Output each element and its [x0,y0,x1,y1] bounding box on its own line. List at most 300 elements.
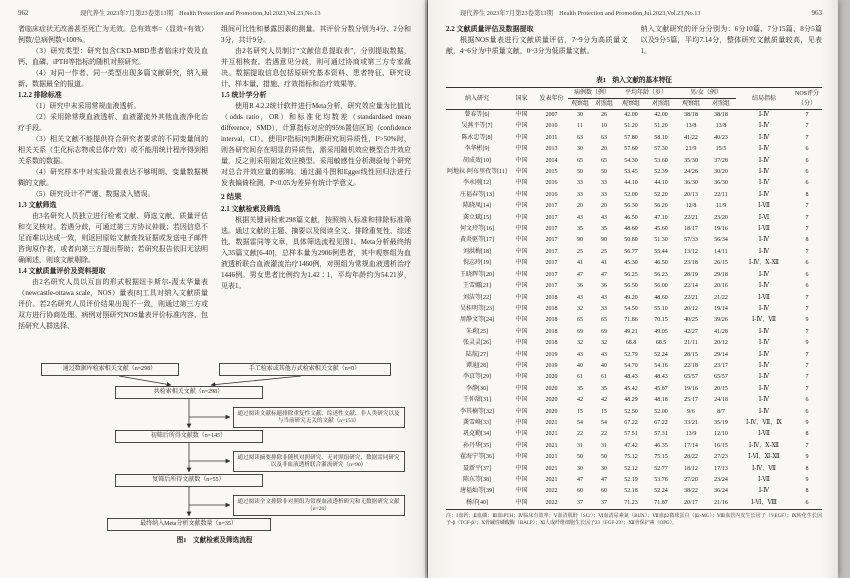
paragraph: （5）研究设计不严谨、数据录入错误。 [32,190,155,198]
table-row [446,235,822,246]
table-cell: 40/25 [684,317,698,324]
table-cell: 中国 [515,203,528,210]
table-cell: 47 [601,271,607,278]
table-cell: 胡成效[10] [463,157,491,164]
table-cell: 2022 [545,499,558,506]
table-cell: 47.42 [624,442,638,449]
table-cell: Ⅰ-Ⅳ [758,134,770,141]
table-cell: Ⅰ-Ⅳ [758,248,770,255]
table-cell: 67.22 [654,419,668,426]
table-cell: 2014 [545,157,558,164]
table-cell: 24/18 [714,397,728,404]
table-cell: 李静[30] [466,385,488,392]
table-cell: 45.30 [624,260,638,267]
table-cell: 31 [601,442,607,449]
table-cell: 中国 [515,271,528,278]
table-row [446,486,822,497]
figure-caption: 图1 文献检索及筛选流程 [176,537,253,544]
table-cell: 2019 [545,362,558,369]
table-cell: 中国 [515,442,528,449]
paragraph: （4）对同一作者、同一类型出现多篇文献研究，纳入最新、数据最全的报道。 [18,69,208,88]
table-cell: 55.10 [654,305,668,312]
table-row [446,418,822,429]
table-cell: 32 [577,305,583,312]
table-cell: 33 [601,191,607,198]
table-cell: 32 [601,340,607,347]
table-cell: 6 [805,271,809,278]
table-cell: Ⅰ-Ⅳ [758,340,770,347]
table-cell: 56.23 [654,271,668,278]
table-row [446,213,822,224]
col-header-country: 国家 [508,88,535,110]
table-cell: 49.05 [654,328,668,335]
table-cell: 2016 [545,191,558,198]
table-cell: 2017 [545,214,558,221]
table-cell: 12/10 [714,431,728,438]
table-cell: 中国 [515,419,528,426]
table-cell: 26/15 [714,260,728,267]
table-row [446,121,822,132]
table-row [446,361,822,372]
section-heading: 1.2.2 排除标准 [18,91,62,99]
table-cell: 中国 [515,169,528,176]
table-cell: 40/23 [714,134,728,141]
table-cell: 36 [577,283,583,290]
table-cell: 57.30 [654,146,668,153]
table-cell: Ⅰ-Ⅳ [758,169,770,176]
flow-box-title-exclusion: 通过阅读文献标题排除重复性文献、综述性文献、非人类研究以及与当前研究无关的文献（n=153） [233,407,405,428]
table-cell: 中国 [515,385,528,392]
table-cell: 56.00 [654,283,668,290]
table-cell: Ⅰ-Ⅳ [758,397,770,404]
table-cell: 52.19 [624,477,638,483]
table-cell: 20/12 [714,340,728,347]
table-cell: 13/8 [685,123,697,130]
table-cell: 40 [601,362,607,369]
table-cell: 6 [805,499,809,506]
table-cell: 20/13 [684,191,698,198]
table-cell: 中国 [515,454,528,461]
table-row [446,190,822,201]
paragraph: （2）采用除常规血液透析、血液灌流外其他血液净化治疗手段。 [18,113,208,132]
table-cell: 38/18 [714,112,728,118]
table-cell: 22/18 [684,362,698,369]
table-cell: 王雪娜[21] [463,283,491,290]
table-cell: 谭迪[28] [466,362,488,369]
table-cell: 6 [805,169,809,176]
table-cell: 中国 [515,317,528,324]
table-cell: 中国 [515,362,528,369]
table-cell: Ⅰ-Ⅳ [758,362,770,369]
table-cell: 21/22 [714,294,728,301]
table-cell: 57.80 [624,134,638,141]
table-cell: 71.23 [624,499,638,506]
table-cell: 12/8 [685,203,697,210]
table-cell: 14/11 [714,248,728,255]
col-header-nos: NOS评分（分） [792,88,822,110]
table-cell: 38/18 [684,112,698,118]
table-header [446,88,822,110]
table-cell: 23/20 [714,214,728,221]
table-cell: 56.50 [624,283,638,290]
table-cell: 7 [805,123,809,130]
table-cell: 15 [601,408,607,415]
table-cell: 30 [601,465,607,472]
table-cell: 55.44 [654,248,668,255]
table-cell: 2021 [545,419,558,426]
table-cell: 56.30 [624,203,638,210]
table-cell: 24/26 [684,169,698,176]
table-cell: 27/20 [684,477,698,483]
table-cell: 39/26 [714,317,728,324]
figure-flowchart [19,363,411,549]
page-header-left [18,8,411,17]
table-cell: 65 [601,157,607,164]
table-row [446,475,822,486]
table-cell: 19/16 [714,226,728,233]
journal-title-line: 现代养生 2023年7月第23卷第13期 Health Protection and Promotion,Jul.2023,Vol.23,No.13 [460,10,701,17]
table-cell: 54.30 [624,157,638,164]
table-cell: 刘洁等[22] [463,294,491,301]
table-body [446,110,822,510]
table-cell: 22/21 [684,214,698,221]
table-cell: 唐福灿等[39] [460,488,494,495]
table-cell: 43 [577,294,583,301]
table-cell: 57.60 [624,146,638,153]
table-cell: Ⅰ-Ⅳ [758,157,770,164]
table-cell: 54 [577,419,583,426]
table-cell: 中国 [515,214,528,221]
table-cell: 9 [805,454,809,461]
table-cell: 2019 [545,351,558,358]
table-cell: 60 [577,488,583,495]
table-cell: 35/19 [714,419,728,426]
table-cell: 38/22 [684,488,698,495]
table-cell: 2021 [545,477,558,483]
table-cell: 11 [577,123,583,130]
flow-box-manual-search: 手工检索或其他方式检索相关文献（n=0） [219,363,391,376]
section-heading: 1.5 统计学分析 [221,91,267,99]
table-cell: 51.30 [654,237,668,244]
table-cell: 7 [805,294,809,301]
table-cell: 29/18 [714,271,728,278]
table-cell: 36 [601,283,607,290]
table-cell: 40 [577,362,583,369]
journal-title-line: 现代养生 2023年7月第23卷第13期 Health Protection and Promotion,Jul.2023,Vol.23,No.13 [80,10,321,17]
table-cell: 75.15 [654,454,668,461]
body-columns-left [18,24,411,360]
table-cell: 52.00 [624,191,638,198]
table-cell: 7 [805,374,809,381]
subcol-obs: 观察组 [568,99,592,110]
table-cell: 22/11 [714,191,728,198]
table-cell: 9 [805,419,809,426]
table-cell: 2020 [545,385,558,392]
table-row [446,498,822,510]
table-cell: 57.31 [654,431,668,438]
table-cell: 35 [577,226,583,233]
table-cell: Ⅰ-Ⅳ [758,180,770,187]
table-cell: 35 [601,226,607,233]
table-cell: 52.77 [654,465,668,472]
table-cell: 11/9 [715,203,727,210]
table-cell: 19/16 [684,385,698,392]
table-cell: 65/57 [714,374,728,381]
paragraph: 由3名研究人员独立进行检索文献、筛选文献、质量评估和交叉核对。若遇分歧，可通过第三方协议仲裁；若因信息不足而难以达成一致，则返回原始文献查找证据或发送电子邮件咨询原作者，或者向第三方提出帮助；若研究报告依旧无法明确阐述，则该文献剔除。 [18,212,208,264]
table-cell: 杨洋[40] [466,499,488,506]
table-cell: 2020 [545,408,558,415]
table-cell: 28/19 [684,271,698,278]
table-cell: Ⅰ-Ⅵ、Ⅷ [751,499,777,506]
table-cell: 68.8 [625,340,637,347]
table-cell: 52.79 [624,351,638,358]
table-cell: 33/21 [684,419,698,426]
table-cell: 63 [601,134,607,141]
table-cell: 2022 [545,488,558,495]
table-cell: 65 [577,157,583,164]
paragraph: （4）研究样本中对实验设置表达不够明朗、变量数据模糊的文献。 [18,168,208,187]
table-cell: 吴燕平等[7] [461,123,493,130]
table-cell: 2017 [545,283,558,290]
subcol-ctrl: 对照组 [646,99,676,110]
table-cell: 36/24 [714,488,728,495]
table-cell: 52.39 [654,169,668,176]
table-cell: 70.15 [654,317,668,324]
table-cell: Ⅰ-Ⅳ [758,237,770,244]
section-heading: 2.2 文献质量评估及数据提取 [446,25,534,33]
table-cell: 2018 [545,328,558,335]
section-heading: 2 结果 [221,192,242,201]
table-cell: 2020 [545,397,558,404]
paragraph: 根据关键词检索298篇文献，按照纳入标准和排除标准筛选。通过文献的主题、摘要以及阅读全文、排除重复性、综述性、数据雷同等文章，具体筛选流程见图1。Meta分析最终纳入35篇文献[6-40]，总样本量为2906例患者，其中观察组为血液透析联合血液灌流治疗1460例，对照组为常规血液透析治疗1446例。男女患者比例约为1.42∶1，平均年龄约为54.21岁，见表1。 [221,216,411,290]
table-cell: 47 [577,271,583,278]
table-cell: 中国 [515,351,528,358]
table-cell: 2017 [545,226,558,233]
table-cell: 8 [805,431,809,438]
table-row [446,407,822,418]
table-cell: 52.00 [654,408,668,415]
table-title: 表1 纳入文献的基本特征 [596,77,672,84]
table-cell: 7 [805,248,809,255]
table-cell: 中国 [515,431,528,438]
table-cell: 中国 [515,157,528,164]
table-cell: 20 [601,146,607,153]
table-cell: 33 [577,180,583,187]
table-cell: 15 [577,408,583,415]
table-cell: 60 [601,488,607,495]
text-column-1 [446,24,628,71]
table-cell: 22 [577,431,583,438]
table-cell: 50.80 [624,237,638,244]
table-cell: 中国 [515,180,528,187]
table-cell: 65 [577,317,583,324]
paragraph: 使用R 4.2.2统计软件进行Meta分析，研究效应量为比值比（odds ratio，OR）和标准化均数差（standardised mean difference，SMD），计算指标对应的95%置信区间（confidence interval，CI）。使用I²指标[9]判断研究间异质性，I²>50%时，则各研究间存在明显的异质性，需采用随机效应模型合并效应量，反之则采用固定效应模型。采用敏感性分析测验每个研究对总合并效应量的影响。通过漏斗图和Egger线性回归法进行发表偏倚检测，P<0.05为差异有统计学意义。 [221,102,411,187]
table-cell: 46.35 [654,442,668,449]
table-cell: 2015 [545,169,558,176]
table-cell: 56.20 [654,203,668,210]
table-cell: 19/14 [714,305,728,312]
table-row [446,224,822,235]
table-row [446,304,822,315]
table-cell: 56/34 [714,237,728,244]
table-cell: 30 [577,465,583,472]
table-row [446,258,822,269]
paragraph: 纳入文献研究的评分分别为：6分10篇、7分15篇、8分5篇以及9分5篇，平均7.14分，整体研究文献质量较高，见表1。 [640,25,822,55]
table-cell: 43 [577,351,583,358]
table-cell: 45.60 [654,226,668,233]
included-studies-table [446,87,822,510]
table-cell: 30 [577,146,583,153]
table-cell: 21/16 [714,499,728,506]
section-heading: 1.4 文献质量评价及资料提取 [18,267,106,275]
col-header-age: 平均年龄（岁） [616,88,676,99]
table-row [446,441,822,452]
table-cell: 56.77 [624,248,638,255]
table-cell: 22/21 [684,294,698,301]
table-cell: 中国 [515,283,528,290]
table-cell: 17/13 [714,465,728,472]
table-cell: 21/11 [684,340,698,347]
table-cell: 巩克勤[34] [463,431,491,438]
table-row [446,384,822,395]
table-cell: 48.43 [654,374,668,381]
table-cell: Ⅰ-Ⅳ、Ⅶ [751,465,777,472]
table-cell: 63 [577,134,583,141]
table-cell: 50 [601,454,607,461]
table-cell: 李其楠等[32] [460,408,494,415]
table-cell: 曾春等[6] [464,112,490,118]
table-cell: 29/14 [714,351,728,358]
table-cell: 53.60 [654,157,668,164]
table-cell: 41/22 [684,134,698,141]
page-number: 962 [18,9,29,17]
table-cell: 吴桂明等[23] [460,305,494,312]
table-cell: 中国 [515,146,528,153]
table-cell: Ⅰ-Ⅳ [758,351,770,358]
table-row [446,315,822,326]
table-cell: 56.25 [624,271,638,278]
table-cell: 2010 [545,123,558,130]
table-cell: 9 [805,340,809,347]
paragraph: 组间可比性和暴露因素的测量。其评价分数分别为4分、2分和3分，共计9分。 [221,25,411,44]
table-cell: 2018 [545,340,558,347]
col-header-outcome: 结局指标 [736,88,792,110]
table-cell: 中国 [515,328,528,335]
subcol-ctrl: 对照组 [706,99,736,110]
table-cell: Ⅰ-Ⅳ、Ⅹ-Ⅻ [748,260,780,267]
table-cell: Ⅰ-Ⅶ [757,431,771,438]
table-cell: 18/17 [684,226,698,233]
table-cell: 25/17 [684,397,698,404]
table-cell: 41 [601,260,607,267]
table-cell: 42 [577,397,583,404]
table-cell: 2018 [545,317,558,324]
table-cell: 10 [601,123,607,130]
table-cell: 7 [805,362,809,369]
table-cell: Ⅰ-Ⅶ [757,203,771,210]
table-cell: 阿地拉·阿布里孜等[11] [447,169,507,176]
page-right [428,0,838,578]
table-cell: 15/5 [715,146,727,153]
table-cell: Ⅰ-Ⅳ [758,112,770,118]
table-cell: 52.20 [654,191,668,198]
table-cell: 13/9 [685,431,697,438]
table-cell: 2021 [545,442,558,449]
table-cell: Ⅰ-Ⅳ [758,488,770,495]
table-cell: 22/14 [684,283,698,290]
table-cell: 中国 [515,397,528,404]
table-cell: 41/28 [714,328,728,335]
paragraph: 者临床症状无改善甚至死亡为无效。总有效率=（显效+有效）例数/总病例数×100%。 [18,25,208,44]
subcol-ctrl: 对照组 [592,99,616,110]
table-cell: 何文玲等[16] [460,226,494,233]
table-cell: 中国 [515,374,528,381]
table-cell: Ⅰ-Ⅵ [758,214,770,221]
table-cell: Ⅰ-Ⅳ [758,123,770,130]
flow-box-second-screen: 复筛后所得文献数（n=55） [115,474,263,487]
table-cell: 25 [577,248,583,255]
table-cell: 22 [601,431,607,438]
table-cell: 7 [805,134,809,141]
table-cell: 20 [601,203,607,210]
table-row [446,201,822,212]
table-cell: Ⅰ-Ⅳ [758,408,770,415]
table-cell: 7 [805,305,809,312]
table-cell: 6 [805,146,809,153]
table-cell: 36/30 [714,180,728,187]
table-footnote: 注：Ⅰ血钙；Ⅱ血磷；Ⅲ血iPTH；Ⅳ临床有效率；Ⅴ血清肌酐（SCr）；Ⅵ血清尿素氮（BUN）；Ⅶ血β2微球蛋白（β2-MG）；Ⅷ血管内皮生长因子（VEGF）；Ⅸ转化生长因子-β（TGF-β）；Ⅹ骨碱性磷酸酶（BALP）；Ⅺ人成纤维细胞生长因子23（FGF-23）；Ⅻ骨保护素（OPG）。 [446,514,822,527]
table-cell: 20/16 [714,283,728,290]
table-cell: 6 [805,157,809,164]
table-cell: Ⅰ-Ⅳ [758,283,770,290]
table-row [446,327,822,338]
table-cell: 中国 [515,260,528,267]
table-row [446,372,822,383]
table-cell: 中国 [515,191,528,198]
page-header-right [446,8,822,17]
table-cell: 33 [577,191,583,198]
table-cell: Ⅰ-Ⅶ [757,226,771,233]
table-cell: 61 [601,374,607,381]
section-heading: 2.1 文献检索及筛选 [221,205,281,213]
subcol-obs: 观察组 [676,99,706,110]
table-row [446,395,822,406]
table-cell: 8 [805,191,809,198]
table-cell: 28/22 [684,454,698,461]
table-cell: 44.10 [624,180,638,187]
table-cell: 35 [577,385,583,392]
table-cell: 中国 [515,237,528,244]
table-cell: 45.42 [624,385,638,392]
table-cell: 65/57 [684,374,698,381]
table-cell: 42.00 [624,112,638,118]
table-cell: 李华彬[9] [464,146,490,153]
table-cell: 中国 [515,123,528,130]
table-cell: 20/15 [714,385,728,392]
col-header-year: 发表年份 [535,88,568,110]
table-cell: 90 [601,237,607,244]
table-cell: 张灵灵[26] [463,340,491,347]
table-cell: 35 [601,385,607,392]
table-cell: 21/9 [685,146,697,153]
paragraph: （3）相关文献不能提供符合研究者要求的不同变量间的相关关系（生化标志物或总体疗效）或不能用统计程序得到相关系数的数据。 [18,135,208,165]
table-cell: 52.50 [624,408,638,415]
table-cell: 朱莉[25] [466,328,488,335]
table-cell: 2021 [545,465,558,472]
table-cell: 43 [601,214,607,221]
table-row [446,464,822,475]
table-cell: 龚雪峰[33] [463,419,491,426]
